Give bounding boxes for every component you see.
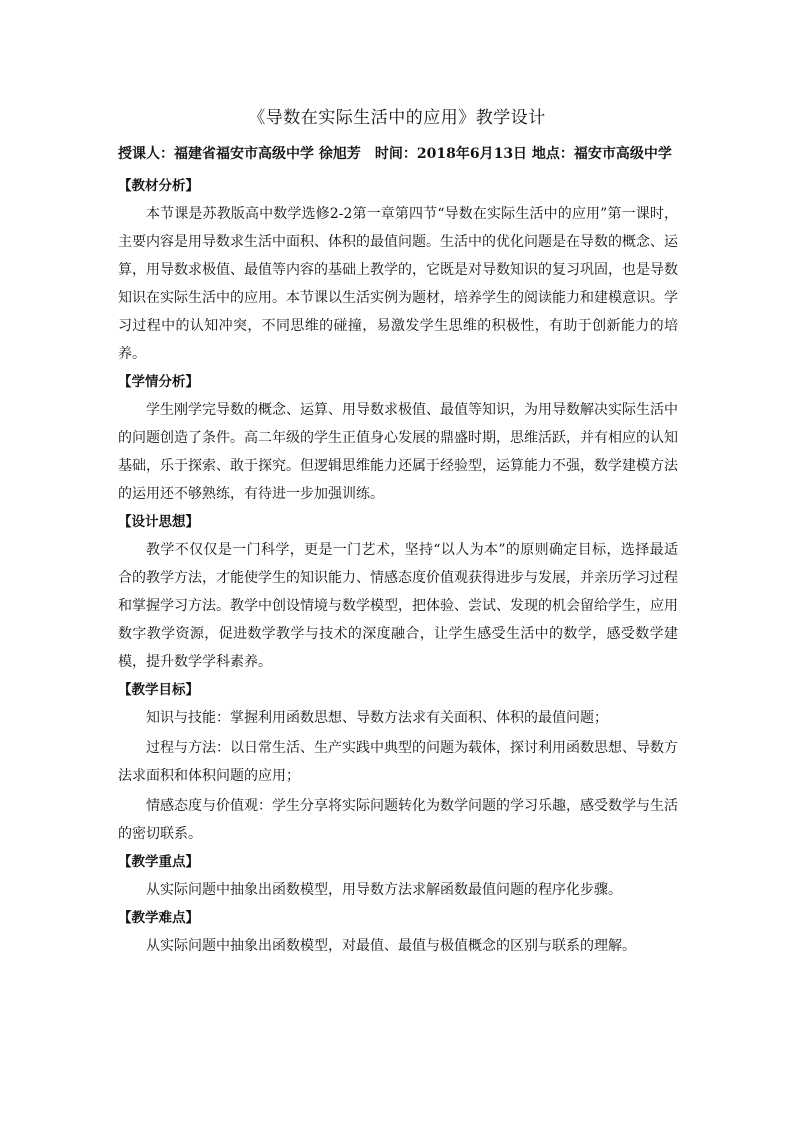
section-paragraph: 教学不仅仅是一门科学，更是一门艺术，坚持“以人为本”的原则确定目标，选择最适合的教学方法，才能使学生的知识能力、情感态度价值观获得进步与发展，并亲历学习过程和掌握学习方法。教学中创设情境与数学模型，把体验、尝试、发现的机会留给学生，应用数字教学资源，促进数学教学与技术的深度融合，让学生感受生活中的数学，感受数学建模，提升数学学科素养。	[118, 542, 678, 670]
section	[118, 370, 678, 508]
section	[118, 678, 678, 848]
section-heading: 【学情分析】	[118, 374, 199, 390]
section-paragraph: 学生刚学完导数的概念、运算、用导数求极值、最值等知识，为用导数解决实际生活中的问题创造了条件。高二年级的学生正值身心发展的鼎盛时期，思维活跃，并有相应的认知基础，乐于探索、敢于探究。但逻辑思维能力还属于经验型，运算能力不强，数学建模方法的运用还不够熟练，有待进一步加强训练。	[118, 402, 678, 502]
section-paragraph: 本节课是苏教版高中数学选修2-2第一章第四节“导数在实际生活中的应用”第一课时，主要内容是用导数求生活中面积、体积的最值问题。生活中的优化问题是在导数的概念、运算，用导数求极值、最值等内容的基础上教学的，它既是对导数知识的复习巩固，也是导数知识在实际生活中的应用。本节课以生活实例为题材，培养学生的阅读能力和建模意识。学习过程中的认知冲突，不同思维的碰撞，易激发学生思维的积极性，有助于创新能力的培养。	[118, 206, 678, 362]
lesson-meta-line: 授课人：福建省福安市高级中学 徐旭芳 时间：2018年6月13日 地点：福安市高级中学	[118, 146, 672, 162]
section-heading: 【教学重点】	[118, 854, 199, 870]
document-body	[118, 174, 678, 962]
section-paragraph: 从实际问题中抽象出函数模型，对最值、最值与极值概念的区别与联系的理解。	[146, 938, 636, 954]
section	[118, 906, 678, 960]
document-title: 《导数在实际生活中的应用》教学设计	[248, 108, 546, 128]
section	[118, 174, 678, 368]
section-paragraph: 从实际问题中抽象出函数模型，用导数方法求解函数最值问题的程序化步骤。	[146, 882, 622, 898]
section	[118, 510, 678, 676]
section-heading: 【教学目标】	[118, 682, 199, 698]
section-paragraph: 过程与方法：以日常生活、生产实践中典型的问题为载体，探讨利用函数思想、导数方法求面积和体积问题的应用；	[118, 740, 678, 784]
section-heading: 【教材分析】	[118, 178, 199, 194]
section-paragraph: 知识与技能：掌握利用函数思想、导数方法求有关面积、体积的最值问题；	[146, 710, 608, 726]
section-heading: 【设计思想】	[118, 514, 199, 530]
section	[118, 850, 678, 904]
section-heading: 【教学难点】	[118, 910, 199, 926]
section-paragraph: 情感态度与价值观：学生分享将实际问题转化为数学问题的学习乐趣，感受数学与生活的密切联系。	[118, 798, 678, 842]
